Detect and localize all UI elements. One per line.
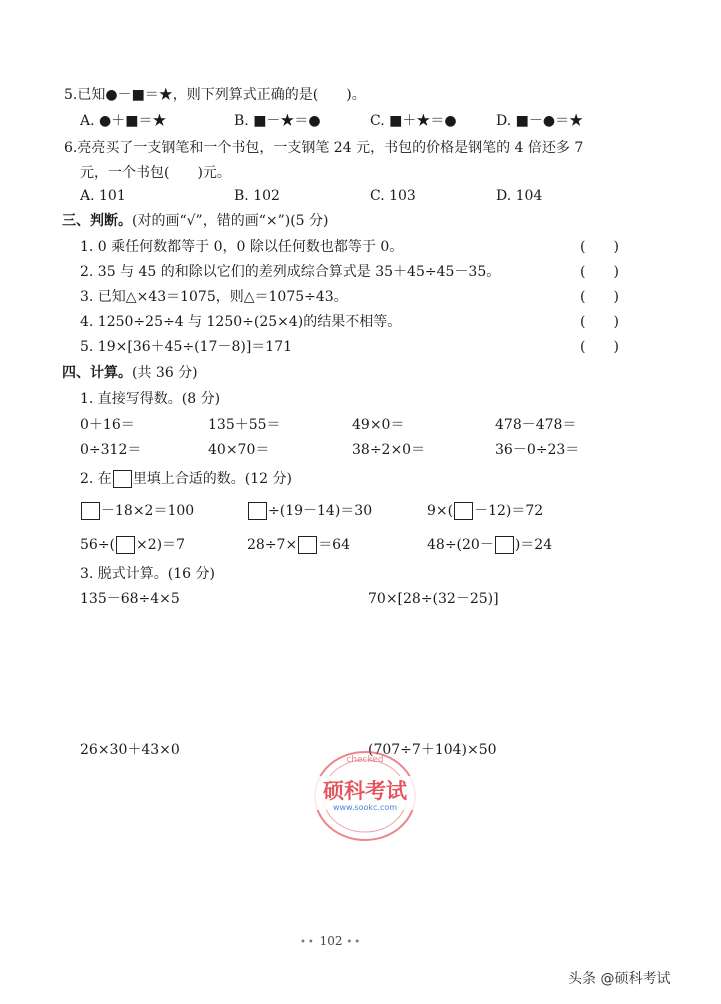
q6-option-a: A. 101 [80,188,126,204]
fill-eq-2-text: ÷(19－14)＝30 [268,503,373,519]
fill-eq-3 [427,502,543,520]
section3-heading [62,212,329,230]
step-calc-3: 26×30＋43×0 [80,742,180,758]
judge-answer-4[interactable]: ( ) [580,314,619,330]
answer-box-4[interactable] [116,536,135,554]
fill-eq-5 [247,536,350,554]
q6-option-d: D. 104 [496,188,543,204]
fill-eq-2 [247,502,372,520]
judge-item-1: 1. 0 乘任何数都等于 0，0 除以任何数也都等于 0。 [80,239,404,255]
step-calc-4: (707÷7＋104)×50 [368,742,497,758]
part2-title-post: 里填上合适的数。(12 分) [132,471,293,487]
step-calc-2: 70×[28÷(32－25)] [368,591,499,607]
judge-item-3: 3. 已知△×43＝1075，则△＝1075÷43。 [80,289,348,305]
q6-option-c: C. 103 [370,188,416,204]
footer-dots-left: •• [300,937,316,948]
stamp-url-text: www.sookc.com [332,803,398,812]
checked-stamp [300,748,430,843]
q5-option-c: C. ■＋★＝● [370,113,457,129]
fill-eq-4-post: ×2)＝7 [136,537,186,553]
part3-title: 3. 脱式计算。(16 分) [80,566,215,582]
section4-heading [62,364,198,382]
fill-eq-4-pre: 56÷( [80,537,116,553]
stamp-graphic [300,748,430,843]
q5-option-b: B. ■－★＝● [234,113,321,129]
fill-eq-1-text: －18×2＝100 [101,503,195,519]
q6-stem-line2: 元，一个书包( )元。 [80,165,231,181]
judge-answer-3[interactable]: ( ) [580,289,619,305]
fill-eq-3-pre: 9×( [427,503,454,519]
mental-calc-2: 135＋55＝ [208,417,281,433]
mental-calc-5: 0÷312＝ [80,442,142,458]
fill-eq-4 [80,536,185,554]
stamp-ring-text: checked [346,755,384,765]
stamp-main-text: 硕科考试 [323,779,407,803]
section3-note: (对的画“√”，错的画“×”)(5 分) [132,213,329,229]
q5-option-a: A. ●＋■＝★ [80,113,167,129]
q6-stem-line1: 6.亮亮买了一支钢笔和一个书包，一支钢笔 24 元，书包的价格是钢笔的 4 倍还多 7 [64,140,584,156]
mental-calc-3: 49×0＝ [352,417,405,433]
fill-eq-6-pre: 48÷(20－ [427,537,494,553]
mental-calc-7: 38÷2×0＝ [352,442,426,458]
fill-eq-5-post: ＝64 [318,537,351,553]
source-watermark: 头条 @硕科考试 [568,971,671,987]
judge-item-2: 2. 35 与 45 的和除以它们的差列成综合算式是 35＋45÷45－35。 [80,264,501,280]
mental-calc-4: 478－478＝ [495,417,577,433]
fill-eq-6 [427,536,552,554]
mental-calc-1: 0＋16＝ [80,417,135,433]
answer-box-sample [113,470,132,488]
answer-box-2[interactable] [248,502,267,520]
answer-box-5[interactable] [298,536,317,554]
fill-eq-1 [80,502,194,520]
mental-calc-8: 36－0÷23＝ [495,442,580,458]
page-footer [300,934,362,948]
section4-title: 四、计算。 [62,365,132,381]
fill-eq-3-post: －12)＝72 [474,503,544,519]
part2-title [80,470,292,488]
q6-option-b: B. 102 [234,188,280,204]
q5-stem: 5.已知●－■＝★，则下列算式正确的是( )。 [64,87,366,103]
judge-answer-1[interactable]: ( ) [580,239,619,255]
section4-note: (共 36 分) [132,365,198,381]
section3-title: 三、判断。 [62,213,132,229]
answer-box-3[interactable] [454,502,473,520]
judge-answer-5[interactable]: ( ) [580,339,619,355]
q5-option-d: D. ■－●＝★ [496,113,584,129]
mental-calc-6: 40×70＝ [208,442,270,458]
page-number: 102 [319,934,343,948]
footer-dots-right: •• [346,937,363,948]
part2-title-pre: 2. 在 [80,471,112,487]
judge-item-5: 5. 19×[36＋45÷(17－8)]＝171 [80,339,293,355]
judge-answer-2[interactable]: ( ) [580,264,619,280]
fill-eq-5-pre: 28÷7× [247,537,298,553]
answer-box-1[interactable] [81,502,100,520]
answer-box-6[interactable] [495,536,514,554]
judge-item-4: 4. 1250÷25÷4 与 1250÷(25×4)的结果不相等。 [80,314,402,330]
step-calc-1: 135－68÷4×5 [80,591,180,607]
fill-eq-6-post: )＝24 [514,537,553,553]
part1-title: 1. 直接写得数。(8 分) [80,391,221,407]
